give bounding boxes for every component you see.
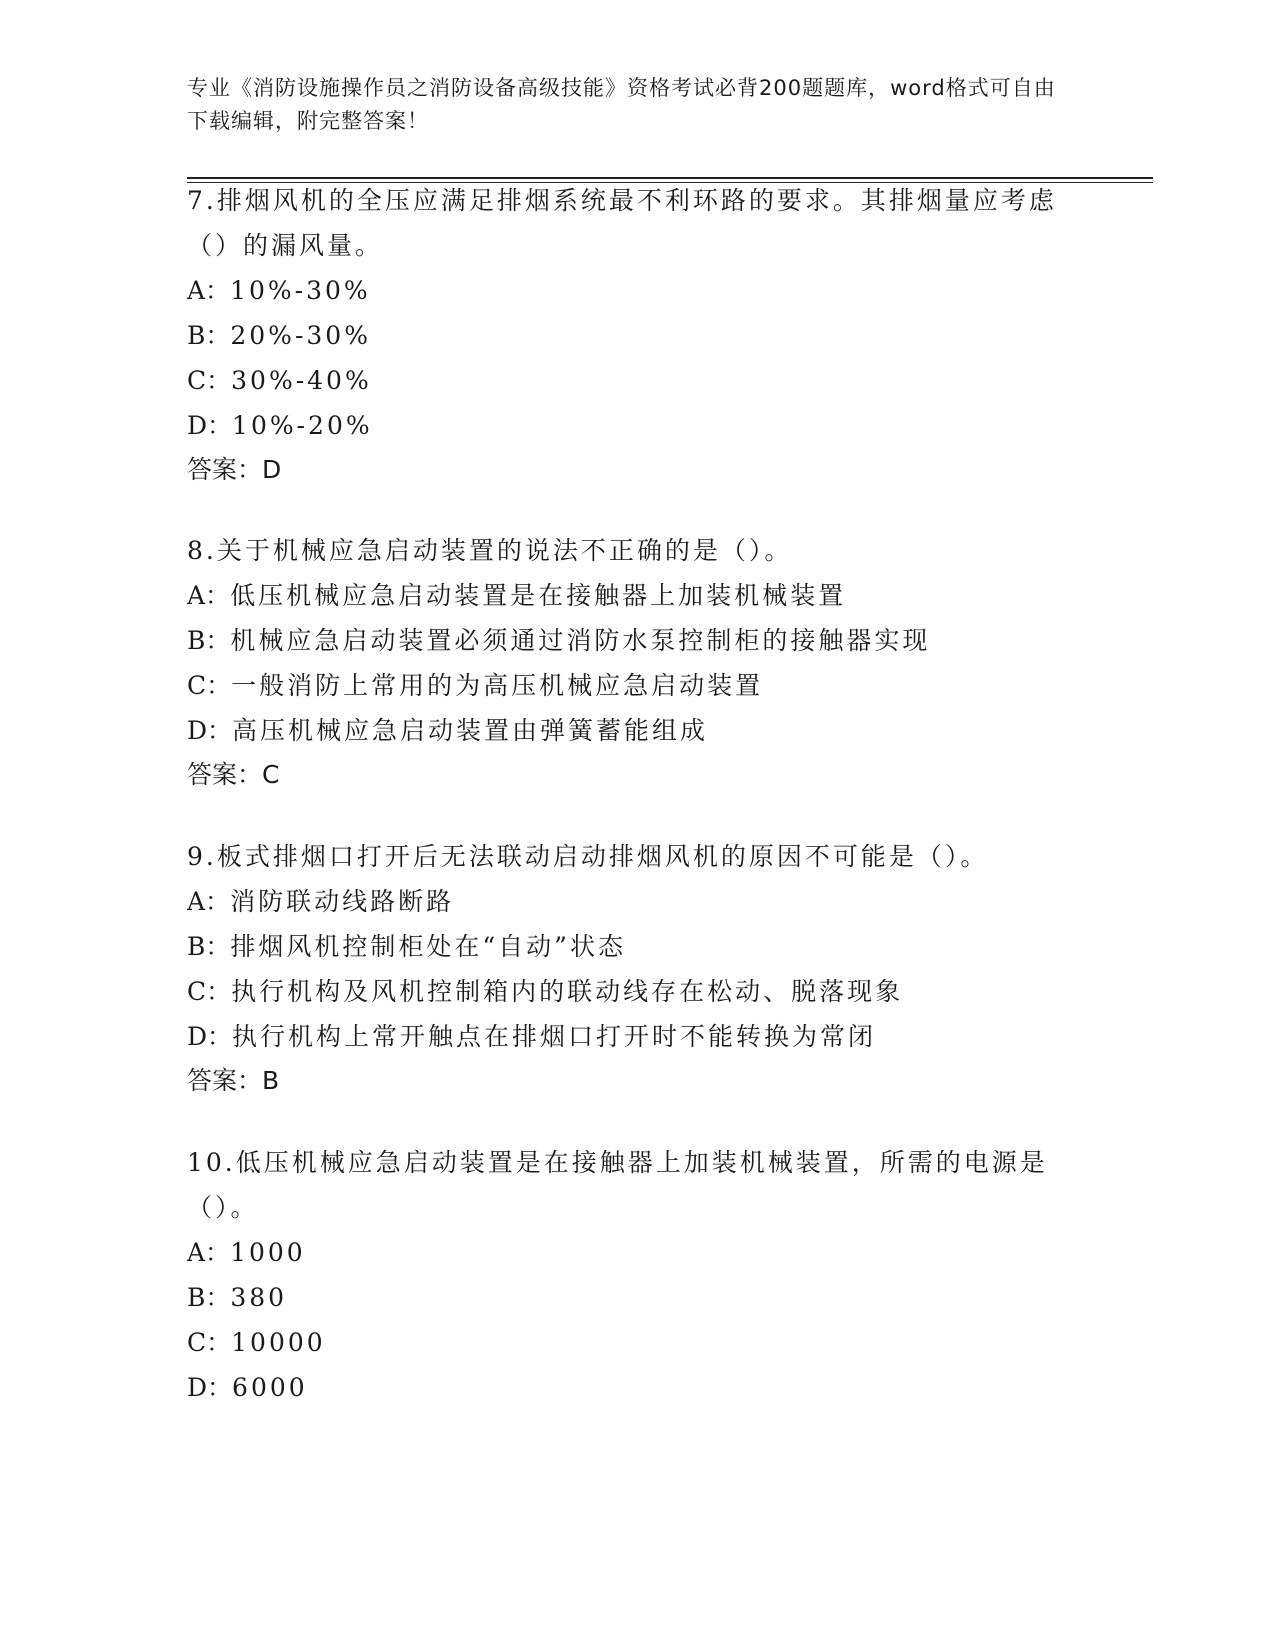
option-text: 10%-20% (232, 411, 373, 440)
option-key: B： (187, 1283, 231, 1312)
option-text: 低压机械应急启动装置是在接触器上加装机械装置 (230, 581, 847, 610)
option-key: D： (187, 1022, 233, 1051)
option-text: 执行机构及风机控制箱内的联动线存在松动、脱落现象 (231, 977, 904, 1006)
option-key: B： (187, 321, 231, 350)
question-10 (187, 1140, 1087, 1410)
question-stem: 9.板式排烟口打开后无法联动启动排烟风机的原因不可能是（）。 (187, 842, 989, 871)
option-text: 6000 (232, 1373, 308, 1402)
option-c (187, 1320, 1087, 1365)
option-text: 高压机械应急启动装置由弹簧蓄能组成 (232, 716, 709, 745)
option-text: 380 (230, 1283, 288, 1312)
option-text: 30%-40% (231, 366, 372, 395)
option-c (187, 358, 1087, 403)
option-key: A： (187, 276, 231, 305)
option-b (187, 313, 1087, 358)
answer-label: 答案：C (187, 760, 280, 789)
option-key: B： (187, 932, 231, 961)
option-c (187, 663, 1087, 708)
option-key: C： (187, 366, 232, 395)
option-text: 一般消防上常用的为高压机械应急启动装置 (231, 671, 764, 700)
option-key: D： (187, 716, 233, 745)
question-9 (187, 834, 1087, 1103)
option-c (187, 969, 1087, 1014)
option-text: 机械应急启动装置必须通过消防水泵控制柜的接触器实现 (230, 626, 931, 655)
question-stem: 10.低压机械应急启动装置是在接触器上加装机械装置，所需的电源是（）。 (187, 1148, 1048, 1222)
option-key: D： (187, 1373, 233, 1402)
answer-label: 答案：B (187, 1066, 280, 1095)
option-a (187, 573, 1087, 618)
question-8 (187, 528, 1087, 797)
option-key: A： (187, 887, 231, 916)
option-key: B： (187, 626, 231, 655)
option-text: 10000 (231, 1328, 326, 1357)
option-a (187, 1230, 1087, 1275)
option-d (187, 1014, 1087, 1059)
option-b (187, 924, 1087, 969)
option-key: C： (187, 1328, 232, 1357)
option-key: C： (187, 671, 232, 700)
option-d (187, 1365, 1087, 1410)
option-a (187, 268, 1087, 313)
option-key: A： (187, 1238, 231, 1267)
option-key: D： (187, 411, 233, 440)
question-7 (187, 178, 1087, 492)
option-a (187, 879, 1087, 924)
option-d (187, 708, 1087, 753)
document-header: 专业《消防设施操作员之消防设备高级技能》资格考试必背200题题库，word格式可自由下载编辑，附完整答案！ (187, 76, 1056, 133)
answer-label: 答案：D (187, 455, 282, 484)
option-text: 排烟风机控制柜处在“自动”状态 (230, 932, 626, 961)
option-d (187, 403, 1087, 448)
option-key: C： (187, 977, 232, 1006)
option-b (187, 618, 1087, 663)
option-text: 执行机构上常开触点在排烟口打开时不能转换为常闭 (232, 1022, 877, 1051)
question-stem: 8.关于机械应急启动装置的说法不正确的是（）。 (187, 536, 793, 565)
question-stem: 7.排烟风机的全压应满足排烟系统最不利环路的要求。其排烟量应考虑（）的漏风量。 (187, 186, 1057, 260)
option-key: A： (187, 581, 231, 610)
option-text: 消防联动线路断路 (230, 887, 455, 916)
option-b (187, 1275, 1087, 1320)
option-text: 1000 (230, 1238, 306, 1267)
option-text: 20%-30% (230, 321, 371, 350)
option-text: 10%-30% (230, 276, 371, 305)
